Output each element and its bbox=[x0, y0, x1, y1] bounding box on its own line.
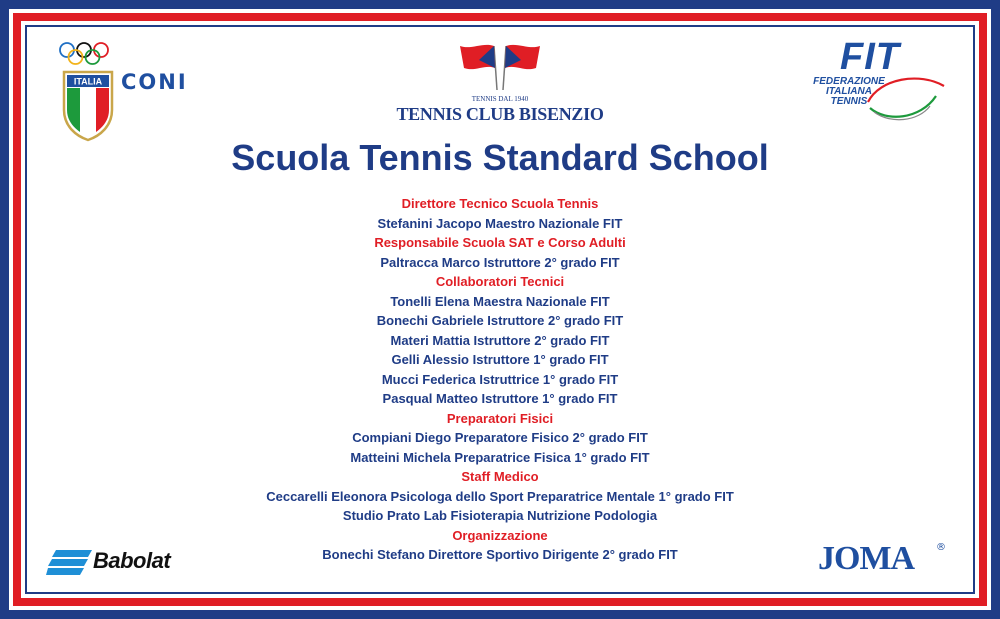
coni-logo bbox=[55, 38, 205, 148]
page-title: Scuola Tennis Standard School bbox=[231, 137, 769, 178]
staff-member: Pasqual Matteo Istruttore 1° grado FIT bbox=[382, 391, 618, 406]
italia-shield-icon bbox=[62, 70, 114, 142]
joma-label: JOMA bbox=[818, 540, 915, 577]
fit-label: FIT bbox=[840, 36, 900, 78]
tennis-ball-swoosh-icon bbox=[860, 72, 950, 122]
staff-member: Ceccarelli Eleonora Psicologa dello Sport Preparatrice Mentale 1° grado FIT bbox=[266, 488, 734, 504]
babolat-logo bbox=[46, 546, 216, 578]
staff-member: Tonelli Elena Maestra Nazionale FIT bbox=[390, 293, 610, 309]
fit-logo bbox=[800, 36, 950, 125]
section-heading: Direttore Tecnico Scuola Tennis bbox=[401, 196, 599, 211]
section-heading: Organizzazione bbox=[452, 527, 548, 543]
fit-sub-line-1: FEDERAZIONE bbox=[813, 76, 885, 87]
staff-member: Mucci Federica Istruttrice 1° grado FIT bbox=[381, 371, 619, 387]
staff-member: Matteini Michela Preparatrice Fisica 1° grado FIT bbox=[350, 449, 650, 465]
olympic-rings-icon bbox=[57, 40, 117, 68]
joma-logo bbox=[818, 540, 948, 580]
fit-sub-line-3: TENNIS bbox=[830, 96, 868, 107]
coni-label: CONI bbox=[121, 70, 188, 94]
babolat-stripes-icon bbox=[46, 546, 94, 578]
staff-member: Bonechi Stefano Direttore Sportivo Dirigente 2° grado FIT bbox=[322, 547, 678, 562]
section-heading: Preparatori Fisici bbox=[446, 410, 554, 426]
staff-member: Materi Mattia Istruttore 2° grado FIT bbox=[390, 332, 610, 348]
section-heading: Staff Medico bbox=[461, 469, 539, 484]
fit-sub-line-2: ITALIANA bbox=[826, 86, 872, 97]
staff-list bbox=[0, 194, 1000, 565]
club-since-text: TENNIS DAL 1940 bbox=[471, 95, 529, 103]
shield-text: ITALIA bbox=[73, 76, 103, 87]
babolat-label: Babolat bbox=[93, 548, 171, 573]
staff-member: Bonechi Gabriele Istruttore 2° grado FIT bbox=[376, 313, 624, 328]
staff-member: Compiani Diego Preparatore Fisico 2° grado FIT bbox=[352, 430, 648, 445]
registered-mark: ® bbox=[936, 542, 946, 553]
club-name: TENNIS CLUB BISENZIO bbox=[396, 104, 604, 124]
staff-member: Gelli Alessio Istruttore 1° grado FIT bbox=[391, 352, 609, 367]
section-heading: Collaboratori Tecnici bbox=[435, 274, 565, 289]
staff-member: Paltracca Marco Istruttore 2° grado FIT bbox=[380, 254, 620, 270]
club-logo bbox=[390, 40, 610, 132]
staff-member: Studio Prato Lab Fisioterapia Nutrizione Podologia bbox=[342, 508, 658, 523]
club-flags-icon bbox=[457, 40, 543, 92]
staff-member: Stefanini Jacopo Maestro Nazionale FIT bbox=[377, 215, 623, 231]
section-heading: Responsabile Scuola SAT e Corso Adulti bbox=[374, 235, 626, 250]
